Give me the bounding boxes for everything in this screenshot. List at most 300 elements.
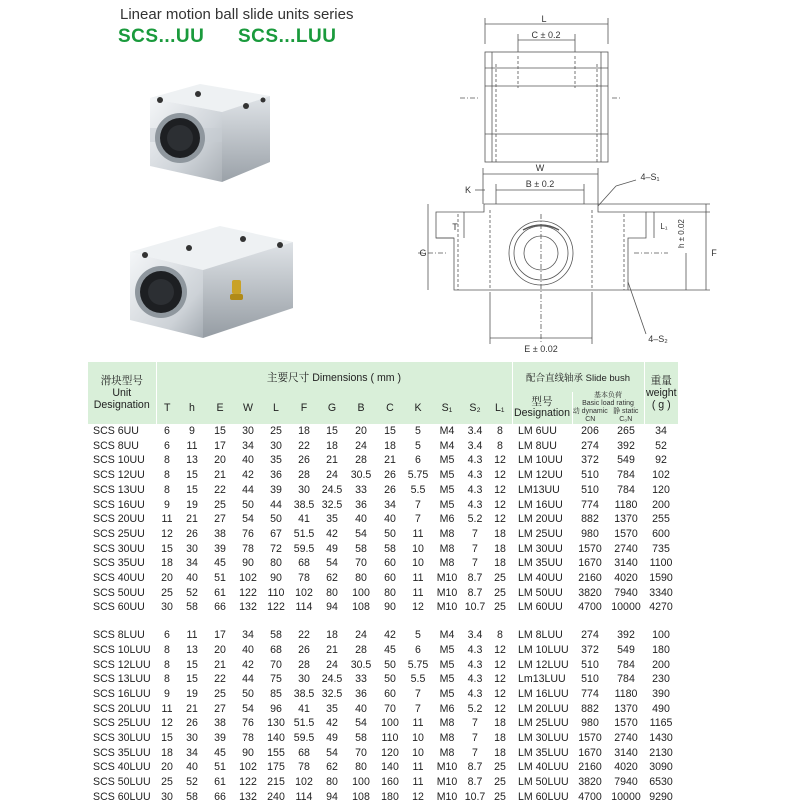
bush-designation-cell: LM 10UU	[518, 454, 563, 467]
table-cell: 54	[326, 557, 338, 570]
table-cell: M10	[436, 586, 458, 599]
bush-designation-cell: LM 30LUU	[518, 732, 569, 745]
table-cell: 96	[270, 702, 282, 715]
table-cell: 3140	[614, 746, 638, 759]
table-cell: 15	[186, 658, 198, 671]
table-cell: 11	[412, 572, 424, 585]
table-cell: M5	[439, 687, 455, 700]
col-W-header: W	[234, 392, 262, 424]
bush-designation-header	[512, 392, 572, 424]
table-cell: 372	[581, 454, 599, 467]
table-cell: 882	[581, 513, 599, 526]
table-cell: 1430	[649, 732, 673, 745]
table-cell: M8	[439, 732, 455, 745]
table-cell: 51.5	[293, 527, 315, 540]
dim-E-label: E ± 0.02	[524, 344, 558, 354]
table-cell: 130	[267, 717, 285, 730]
table-cell: 2740	[614, 732, 638, 745]
table-cell: 114	[295, 601, 313, 614]
table-cell: 2740	[614, 542, 638, 555]
table-cell: M10	[436, 761, 458, 774]
bush-designation-cell: LM 60LUU	[518, 790, 569, 803]
table-cell: 28	[298, 658, 310, 671]
table-cell: 72	[270, 542, 282, 555]
table-cell: 735	[652, 542, 670, 555]
table-cell: 20	[161, 572, 173, 585]
table-cell: 980	[581, 717, 599, 730]
table-cell: M5	[439, 498, 455, 511]
bush-designation-cell: LM 20LUU	[518, 702, 569, 715]
table-cell: 17	[214, 439, 226, 452]
table-row	[88, 498, 678, 513]
table-row	[88, 702, 678, 717]
table-row	[88, 542, 678, 557]
table-row	[88, 600, 678, 615]
table-cell: 58	[355, 542, 367, 555]
table-cell: 5	[415, 425, 421, 437]
table-cell: 8.7	[467, 761, 483, 774]
dimensions-header: 主要尺寸 Dimensions ( mm )	[156, 362, 512, 392]
table-cell: 22	[214, 673, 226, 686]
table-cell: 19	[186, 498, 198, 511]
load-header-cn: 基本负荷	[594, 392, 622, 399]
table-cell: 80	[384, 586, 396, 599]
table-cell: 12	[494, 483, 506, 496]
table-cell: 140	[381, 761, 399, 774]
table-row	[88, 672, 678, 687]
table-cell: 4.3	[467, 498, 483, 511]
table-cell: 980	[581, 527, 599, 540]
table-cell: 18	[494, 542, 506, 555]
table-cell: 35	[270, 454, 282, 467]
table-cell: 10.7	[464, 790, 486, 803]
table-cell: M8	[439, 717, 455, 730]
table-cell: 108	[352, 790, 370, 803]
table-cell: 18	[298, 425, 310, 437]
table-cell: 12	[412, 601, 424, 614]
unit-designation-cell: SCS 16LUU	[93, 687, 151, 700]
table-cell: 30	[242, 425, 254, 437]
unit-designation-cell: SCS 35UU	[93, 557, 145, 570]
bush-designation-cell: LM 12UU	[518, 469, 563, 482]
table-cell: 70	[355, 557, 367, 570]
table-cell: 122	[267, 601, 285, 614]
table-cell: 90	[270, 572, 282, 585]
table-cell: 27	[214, 702, 226, 715]
table-cell: 8	[164, 454, 170, 467]
unit-designation-cell: SCS 35LUU	[93, 746, 151, 759]
table-cell: 274	[581, 439, 599, 452]
table-cell: 42	[242, 658, 254, 671]
col-h-header: h	[178, 392, 206, 424]
table-cell: 1570	[614, 717, 638, 730]
table-cell: 265	[617, 425, 635, 437]
unit-designation-cell: SCS 25UU	[93, 527, 145, 540]
table-cell: 108	[352, 601, 370, 614]
table-cell: 15	[186, 483, 198, 496]
table-cell: 60	[384, 572, 396, 585]
table-cell: 62	[326, 761, 338, 774]
table-cell: 4.3	[467, 483, 483, 496]
table-cell: 7940	[614, 586, 638, 599]
table-cell: 28	[355, 454, 367, 467]
table-cell: 27	[214, 513, 226, 526]
bush-designation-cell: LM 6UU	[518, 425, 557, 437]
table-cell: 784	[617, 469, 635, 482]
table-cell: 11	[412, 586, 424, 599]
table-cell: 12	[494, 687, 506, 700]
table-cell: 160	[381, 776, 399, 789]
table-cell: 8.7	[467, 572, 483, 585]
table-cell: 392	[617, 439, 635, 452]
table-cell: 122	[239, 776, 257, 789]
table-cell: 6	[164, 629, 170, 642]
table-cell: M10	[436, 601, 458, 614]
unit-designation-cell: SCS 8LUU	[93, 629, 145, 642]
table-cell: 54	[355, 527, 367, 540]
unit-designation-cell: SCS 60UU	[93, 601, 145, 614]
table-cell: 2160	[578, 572, 602, 585]
table-cell: 1670	[578, 746, 602, 759]
table-cell: 3.4	[467, 439, 483, 452]
table-row	[88, 527, 678, 542]
table-row	[88, 571, 678, 586]
table-row	[88, 628, 678, 643]
table-cell: 42	[326, 717, 338, 730]
table-cell: M10	[436, 572, 458, 585]
unit-designation-cell: SCS 13UU	[93, 483, 145, 496]
unit-designation-cell: SCS 40LUU	[93, 761, 151, 774]
table-cell: 6530	[649, 776, 673, 789]
table-cell: 18	[494, 746, 506, 759]
table-cell: M10	[436, 790, 458, 803]
static-header: 静 static C₀N	[613, 408, 639, 423]
table-cell: 3820	[578, 586, 602, 599]
table-cell: 26	[298, 643, 310, 656]
bush-designation-cell: LM 40LUU	[518, 761, 569, 774]
table-cell: 549	[617, 643, 635, 656]
unit-designation-cell: SCS 20LUU	[93, 702, 151, 715]
table-cell: 18	[326, 629, 338, 642]
table-cell: 26	[384, 483, 396, 496]
table-cell: 70	[270, 658, 282, 671]
table-cell: 44	[242, 483, 254, 496]
table-cell: 7940	[614, 776, 638, 789]
table-cell: 25	[494, 790, 506, 803]
table-cell: 110	[267, 586, 285, 599]
table-cell: 5.5	[410, 483, 426, 496]
bush-designation-cell: LM 16UU	[518, 498, 563, 511]
side-view-drawing	[460, 8, 620, 168]
table-row	[88, 746, 678, 761]
table-cell: 68	[298, 746, 310, 759]
col-S2-header: S₂	[462, 392, 488, 424]
table-cell: 50	[384, 527, 396, 540]
col-S1-header: S₁	[432, 392, 462, 424]
table-cell: 38	[214, 527, 226, 540]
table-cell: 11	[412, 527, 424, 540]
table-cell: 3340	[649, 586, 673, 599]
table-cell: 110	[381, 732, 399, 745]
table-cell: 12	[494, 454, 506, 467]
table-cell: 58	[186, 790, 198, 803]
table-cell: 12	[494, 498, 506, 511]
table-cell: 3.4	[467, 629, 483, 642]
table-cell: 36	[355, 498, 367, 511]
table-cell: 8	[164, 673, 170, 686]
table-cell: 20	[161, 761, 173, 774]
unit-header	[88, 362, 156, 424]
dim-S1-label: 4–S₁	[640, 172, 660, 182]
bush-designation-cell: LM 25LUU	[518, 717, 569, 730]
table-cell: 9	[164, 687, 170, 700]
table-row	[88, 687, 678, 702]
table-cell: 85	[270, 687, 282, 700]
table-cell: 102	[652, 469, 670, 482]
table-row	[88, 424, 678, 439]
table-cell: 8	[164, 658, 170, 671]
table-cell: 78	[242, 542, 254, 555]
table-cell: 2160	[578, 761, 602, 774]
table-cell: M8	[439, 557, 455, 570]
table-cell: 5.75	[407, 658, 429, 671]
table-row	[88, 556, 678, 571]
table-cell: 22	[214, 483, 226, 496]
table-cell: 25	[494, 586, 506, 599]
table-cell: 80	[326, 586, 338, 599]
bush-designation-cell: Lm13LUU	[518, 673, 566, 686]
table-cell: 59.5	[293, 542, 315, 555]
table-cell: 12	[494, 469, 506, 482]
bush-designation-cell: LM 12LUU	[518, 658, 569, 671]
table-cell: 5.2	[467, 702, 483, 715]
table-cell: 206	[581, 425, 599, 437]
table-cell: 4700	[578, 601, 602, 614]
bush-designation-cell: LM 50UU	[518, 586, 563, 599]
unit-designation-cell: SCS 16UU	[93, 498, 145, 511]
page-title: Linear motion ball slide units series	[120, 6, 354, 23]
col-C-header: C	[376, 392, 404, 424]
table-row	[88, 586, 678, 601]
table-cell: 30	[298, 483, 310, 496]
col-E-header: E	[206, 392, 234, 424]
table-cell: 30	[186, 732, 198, 745]
table-cell: 1570	[578, 542, 602, 555]
table-cell: 34	[242, 439, 254, 452]
table-cell: 76	[242, 717, 254, 730]
product-photo-long-unit	[115, 208, 300, 343]
table-cell: 4270	[649, 601, 673, 614]
table-cell: 36	[270, 469, 282, 482]
unit-designation-cell: SCS 13LUU	[93, 673, 151, 686]
table-cell: M4	[439, 439, 455, 452]
unit-designation-cell: SCS 12LUU	[93, 658, 151, 671]
table-cell: 882	[581, 702, 599, 715]
table-cell: 80	[270, 557, 282, 570]
table-cell: 21	[326, 643, 338, 656]
spacer-cell	[88, 615, 678, 628]
dim-F-label: F	[711, 248, 717, 258]
bush-designation-cell: LM 25UU	[518, 527, 563, 540]
table-cell: 52	[186, 586, 198, 599]
table-cell: 21	[326, 454, 338, 467]
bush-designation-cell: LM 60UU	[518, 601, 563, 614]
table-cell: 274	[581, 629, 599, 642]
table-cell: 66	[214, 790, 226, 803]
table-cell: 490	[652, 702, 670, 715]
table-cell: 200	[652, 498, 670, 511]
table-cell: 80	[355, 761, 367, 774]
table-cell: 510	[581, 483, 599, 496]
table-cell: 12	[161, 717, 173, 730]
spec-table-header	[88, 362, 678, 424]
table-cell: 10	[412, 746, 424, 759]
table-cell: 39	[270, 483, 282, 496]
bush-designation-cell: LM 8UU	[518, 439, 557, 452]
table-cell: 1670	[578, 557, 602, 570]
slide-bush-header: 配合直线轴承 Slide bush	[512, 362, 644, 392]
table-cell: 4.3	[467, 469, 483, 482]
table-cell: 102	[239, 572, 257, 585]
table-cell: 24	[355, 629, 367, 642]
table-cell: 54	[326, 746, 338, 759]
table-cell: 3.4	[467, 425, 483, 437]
table-cell: 30.5	[350, 469, 372, 482]
table-cell: 774	[581, 687, 599, 700]
table-cell: 4020	[614, 761, 638, 774]
table-cell: 40	[355, 702, 367, 715]
table-cell: 5.5	[410, 673, 426, 686]
table-cell: 11	[186, 629, 198, 642]
table-cell: 7	[415, 702, 421, 715]
table-cell: 7	[472, 557, 478, 570]
table-cell: 22	[298, 629, 310, 642]
table-cell: 180	[381, 790, 399, 803]
table-cell: 102	[239, 761, 257, 774]
table-cell: 120	[381, 746, 399, 759]
dim-G-label: G	[419, 248, 427, 258]
table-cell: 600	[652, 527, 670, 540]
table-cell: 35	[326, 702, 338, 715]
bush-header-cn: 型号	[531, 396, 553, 408]
table-cell: 9	[164, 498, 170, 511]
table-cell: 7	[472, 732, 478, 745]
table-cell: 10000	[611, 790, 641, 803]
table-cell: 4.3	[467, 673, 483, 686]
spec-table	[88, 362, 678, 805]
table-cell: 26	[186, 527, 198, 540]
table-cell: 8.7	[467, 586, 483, 599]
table-cell: M8	[439, 527, 455, 540]
table-cell: 30	[161, 601, 173, 614]
table-cell: M5	[439, 469, 455, 482]
load-rating-header	[572, 392, 644, 424]
table-cell: 25	[214, 498, 226, 511]
table-cell: 11	[161, 702, 173, 715]
table-cell: 18	[161, 557, 173, 570]
unit-designation-cell: SCS 12UU	[93, 469, 145, 482]
table-cell: 51.5	[293, 717, 315, 730]
table-cell: M8	[439, 746, 455, 759]
table-row	[88, 658, 678, 673]
table-cell: 12	[494, 643, 506, 656]
table-cell: 80	[326, 776, 338, 789]
table-row	[88, 716, 678, 731]
table-cell: 78	[242, 732, 254, 745]
table-cell: 120	[652, 483, 670, 496]
table-cell: 10	[412, 732, 424, 745]
table-cell: 180	[652, 643, 670, 656]
table-cell: 122	[239, 586, 257, 599]
load-header-en: Basic load rating	[582, 400, 634, 407]
table-cell: 7	[472, 527, 478, 540]
bush-designation-cell: LM 16LUU	[518, 687, 569, 700]
table-cell: 50	[384, 673, 396, 686]
table-cell: 4.3	[467, 454, 483, 467]
table-cell: 7	[472, 542, 478, 555]
table-cell: 32.5	[321, 687, 343, 700]
series-luu-label: SCS...LUU	[238, 26, 337, 47]
table-cell: 39	[214, 542, 226, 555]
col-B-header: B	[346, 392, 376, 424]
table-cell: 42	[242, 469, 254, 482]
table-cell: M5	[439, 483, 455, 496]
table-cell: 6	[415, 454, 421, 467]
table-cell: 10	[412, 542, 424, 555]
table-cell: 66	[214, 601, 226, 614]
table-cell: 12	[494, 658, 506, 671]
product-photo-short-unit	[140, 70, 290, 190]
table-cell: 18	[384, 439, 396, 452]
table-cell: 3090	[649, 761, 673, 774]
table-cell: 30	[270, 439, 282, 452]
table-cell: 24	[326, 469, 338, 482]
table-cell: 372	[581, 643, 599, 656]
table-cell: 7	[415, 513, 421, 526]
table-cell: 100	[381, 717, 399, 730]
table-cell: 50	[270, 513, 282, 526]
table-cell: 11	[412, 776, 424, 789]
weight-header-en: weight	[645, 387, 677, 399]
table-cell: 7	[472, 746, 478, 759]
table-cell: 38	[214, 717, 226, 730]
table-cell: 21	[186, 702, 198, 715]
col-T-header: T	[156, 392, 178, 424]
table-cell: 9	[189, 425, 195, 437]
table-cell: 1100	[649, 557, 673, 570]
table-cell: 7	[415, 687, 421, 700]
table-cell: 1180	[614, 687, 638, 700]
table-cell: 22	[298, 439, 310, 452]
unit-designation-cell: SCS 30LUU	[93, 732, 151, 745]
table-cell: 8	[497, 439, 503, 452]
table-cell: 21	[214, 469, 226, 482]
table-cell: 510	[581, 673, 599, 686]
table-cell: 34	[655, 425, 667, 437]
table-cell: M6	[439, 702, 455, 715]
table-cell: 20	[214, 454, 226, 467]
bush-designation-cell: LM 35UU	[518, 557, 563, 570]
table-cell: 50	[242, 498, 254, 511]
table-cell: 41	[298, 702, 310, 715]
table-cell: 10000	[611, 601, 641, 614]
unit-header-en2: Designation	[93, 399, 150, 411]
table-cell: 8	[164, 643, 170, 656]
table-cell: 25	[214, 687, 226, 700]
table-cell: 15	[214, 425, 226, 437]
table-cell: 9290	[649, 790, 673, 803]
table-cell: 21	[186, 513, 198, 526]
